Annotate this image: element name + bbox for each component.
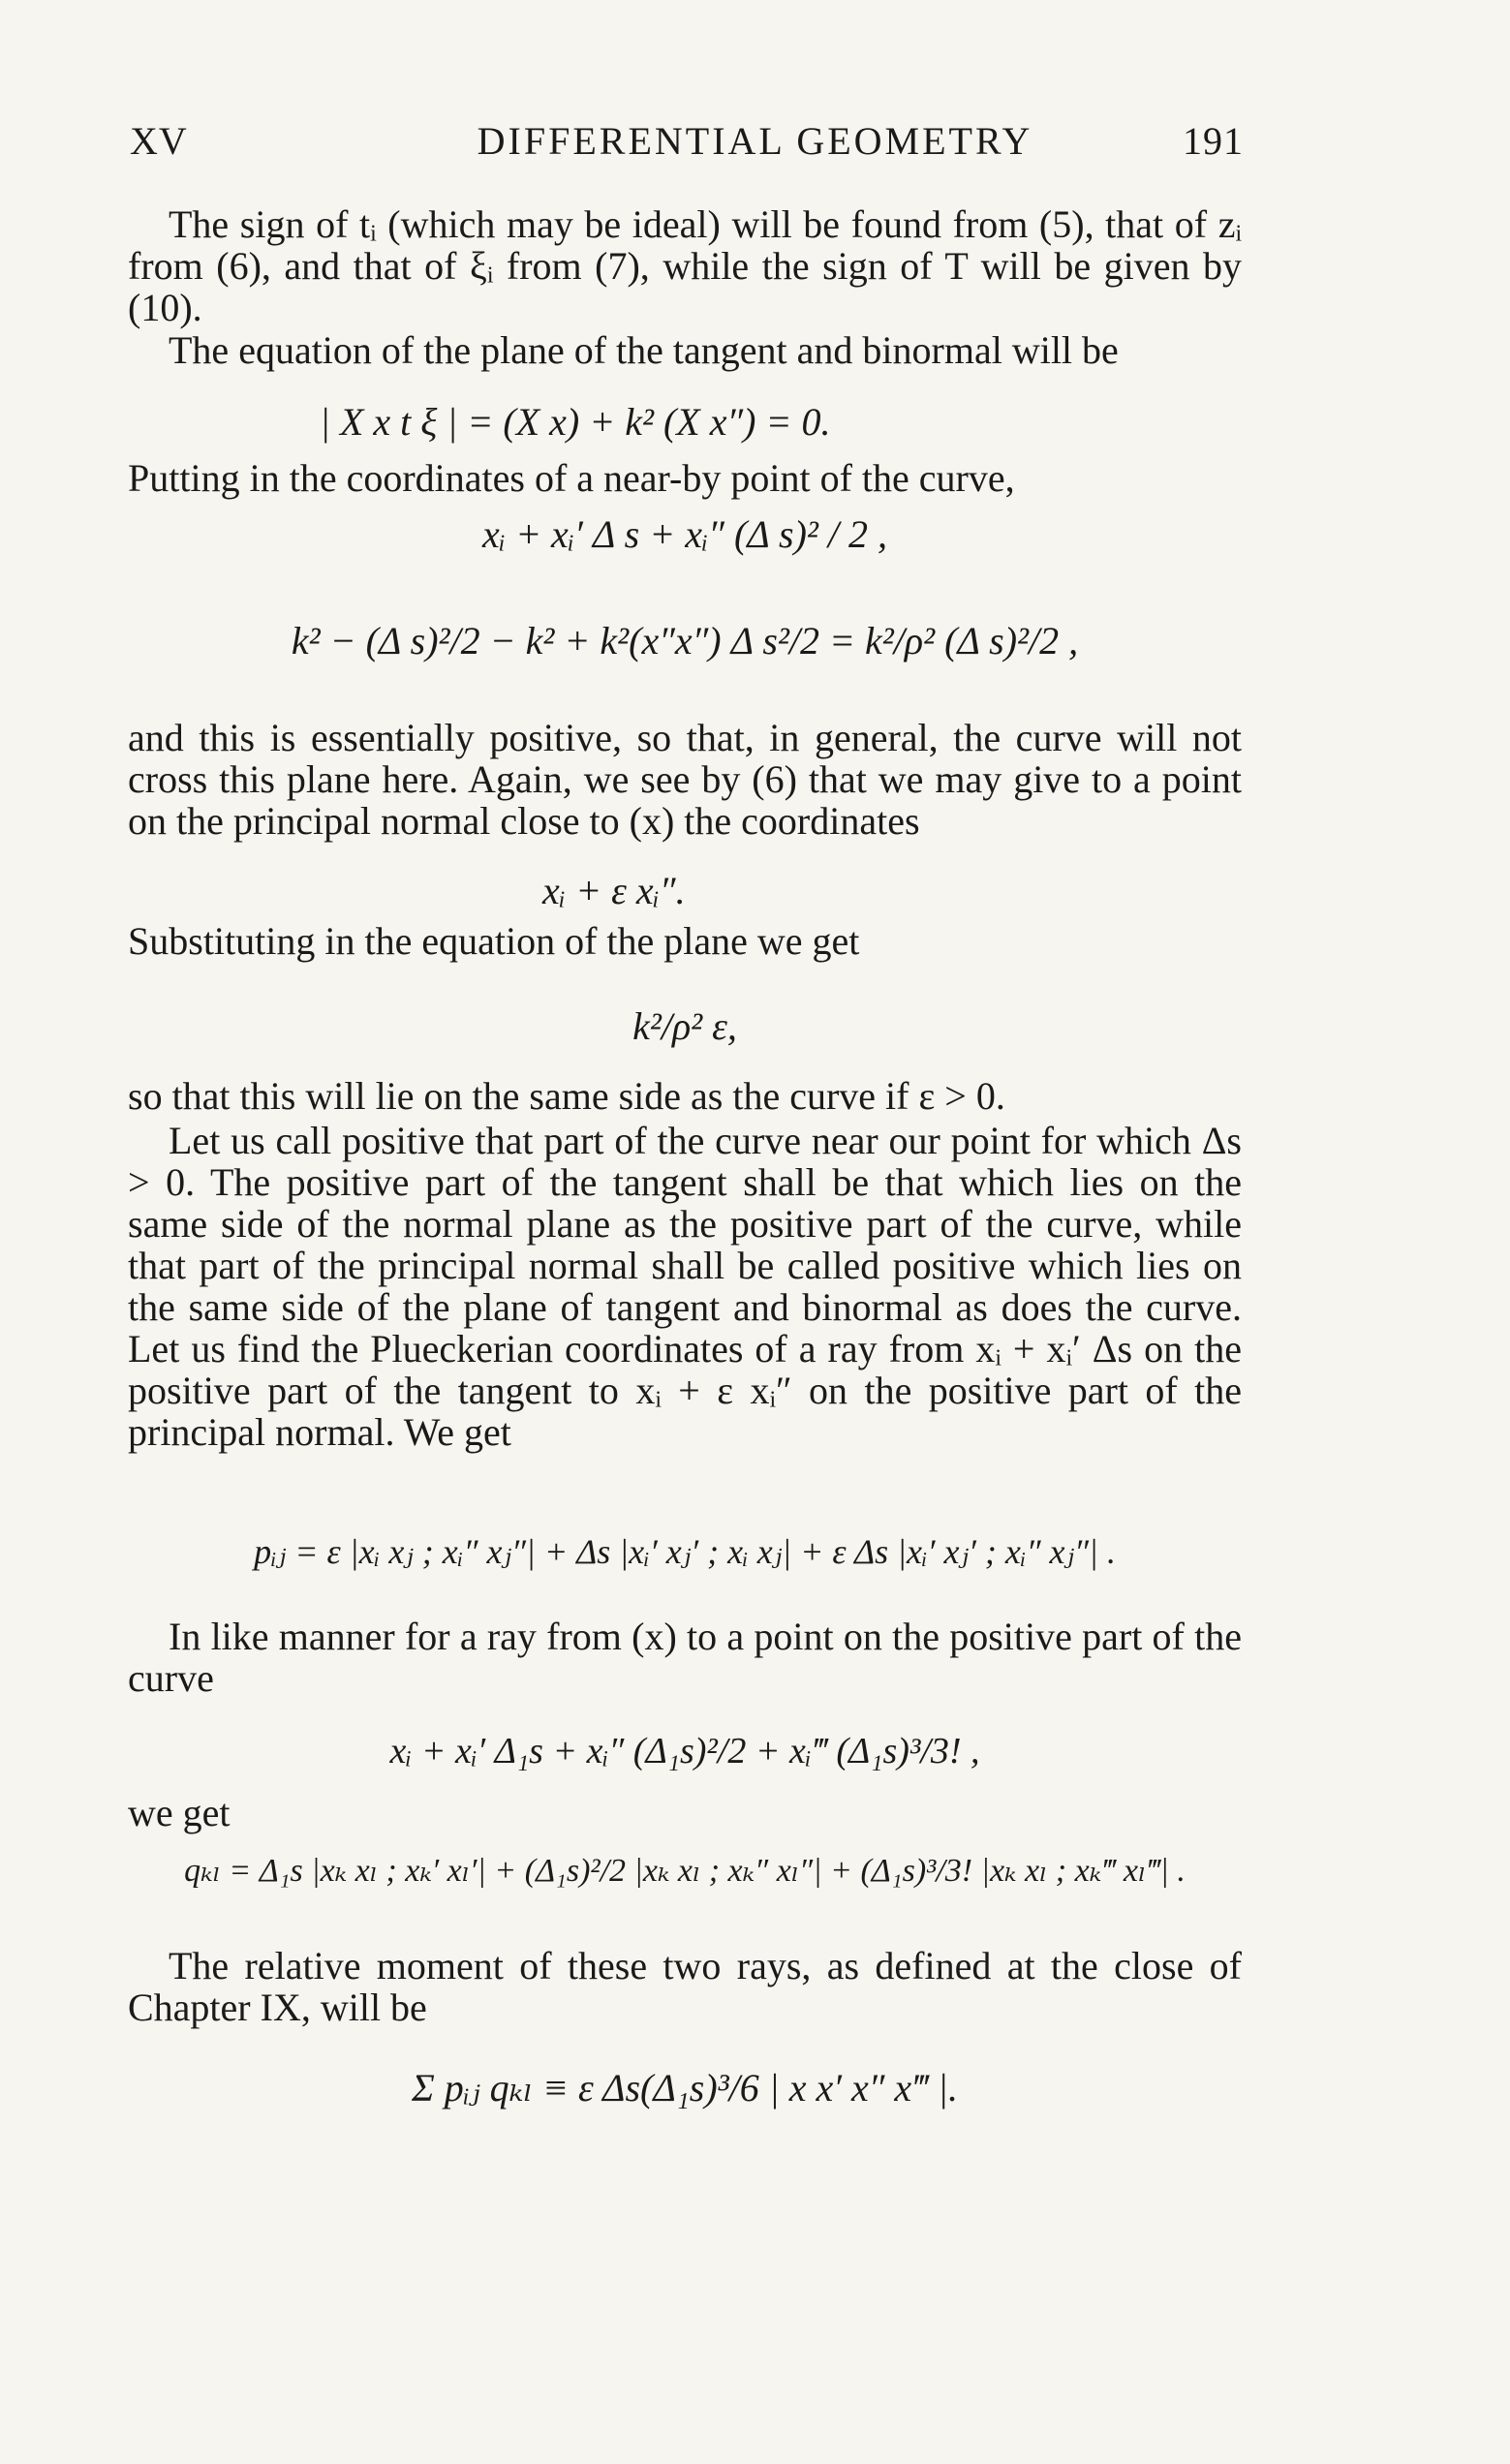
equation-k-over-rho: k²/ρ² ε, xyxy=(632,1004,737,1048)
paragraph-sign-of-t: The sign of tᵢ (which may be ideal) will be found from (5), that of zᵢ from (6), and that of ξᵢ from (7), while the sign of T will be given by (10). xyxy=(128,202,1242,329)
chapter-number: XV xyxy=(130,119,188,163)
equation-p-ij: pᵢⱼ = ε |xᵢ xⱼ ; xᵢ″ xⱼ″| + Δs |xᵢ′ xⱼ′ ; xᵢ xⱼ| + ε Δs |xᵢ′ xⱼ′ ; xᵢ″ xⱼ″| . xyxy=(254,1532,1116,1571)
paragraph-plane-equation: The equation of the plane of the tangent and binormal will be xyxy=(169,328,1119,372)
equation-plane: | X x t ξ | = (X x) + k² (X x″) = 0. xyxy=(320,400,831,444)
paragraph-essentially-positive: and this is essentially positive, so that, in general, the curve will not cross this plane here. Again, we see by (6) that we may give to a point on the principal normal close to (x) the coordinates xyxy=(128,716,1242,843)
running-title: DIFFERENTIAL GEOMETRY xyxy=(477,119,1033,163)
paragraph-like-manner: In like manner for a ray from (x) to a point on the positive part of the curve xyxy=(128,1615,1242,1700)
paragraph-substituting: Substituting in the equation of the plane we get xyxy=(128,919,860,963)
paragraph-same-side: so that this will lie on the same side as the curve if ε > 0. xyxy=(128,1074,1005,1118)
equation-relative-moment: Σ pᵢⱼ qₖₗ ≡ ε Δs(Δ₁s)³/6 | x x′ x″ x‴ |. xyxy=(412,2066,958,2110)
equation-principal-normal-point: xᵢ + ε xᵢ″. xyxy=(542,869,686,912)
paragraph-we-get: we get xyxy=(128,1791,231,1834)
equation-q-kl: qₖₗ = Δ₁s |xₖ xₗ ; xₖ′ xₗ′| + (Δ₁s)²/2 |xₖ xₗ ; xₖ″ xₗ″| + (Δ₁s)³/3! |xₖ xₗ ; xₖ‴ xₗ‴| . xyxy=(184,1853,1186,1889)
equation-curve-point: xᵢ + xᵢ′ Δ₁s + xᵢ″ (Δ₁s)²/2 + xᵢ‴ (Δ₁s)³/3! , xyxy=(389,1731,980,1771)
paragraph-positive-part: Let us call positive that part of the curve near our point for which Δs > 0. The positive part of the tangent shall be that which lies on the same side of the normal plane as the positive part of the curve, while that part of the principal normal shall be called positive which lies on the same side of the plane of tangent and binormal as does the curve. Let us find the Plueckerian coordinates of a ray from xᵢ + xᵢ′ Δs on the positive part of the tangent to xᵢ + ε xᵢ″ on the positive part of the principal normal. We get xyxy=(128,1119,1242,1454)
page-number: 191 xyxy=(1183,119,1244,163)
equation-near-by-point: xᵢ + xᵢ′ Δ s + xᵢ″ (Δ s)² / 2 , xyxy=(481,512,888,556)
paragraph-relative-moment: The relative moment of these two rays, as defined at the close of Chapter IX, will be xyxy=(128,1944,1242,2029)
paragraph-near-by-point: Putting in the coordinates of a near-by point of the curve, xyxy=(128,456,1015,500)
equation-substitution: k² − (Δ s)²/2 − k² + k²(x″x″) Δ s²/2 = k²/ρ² (Δ s)²/2 , xyxy=(291,619,1079,662)
